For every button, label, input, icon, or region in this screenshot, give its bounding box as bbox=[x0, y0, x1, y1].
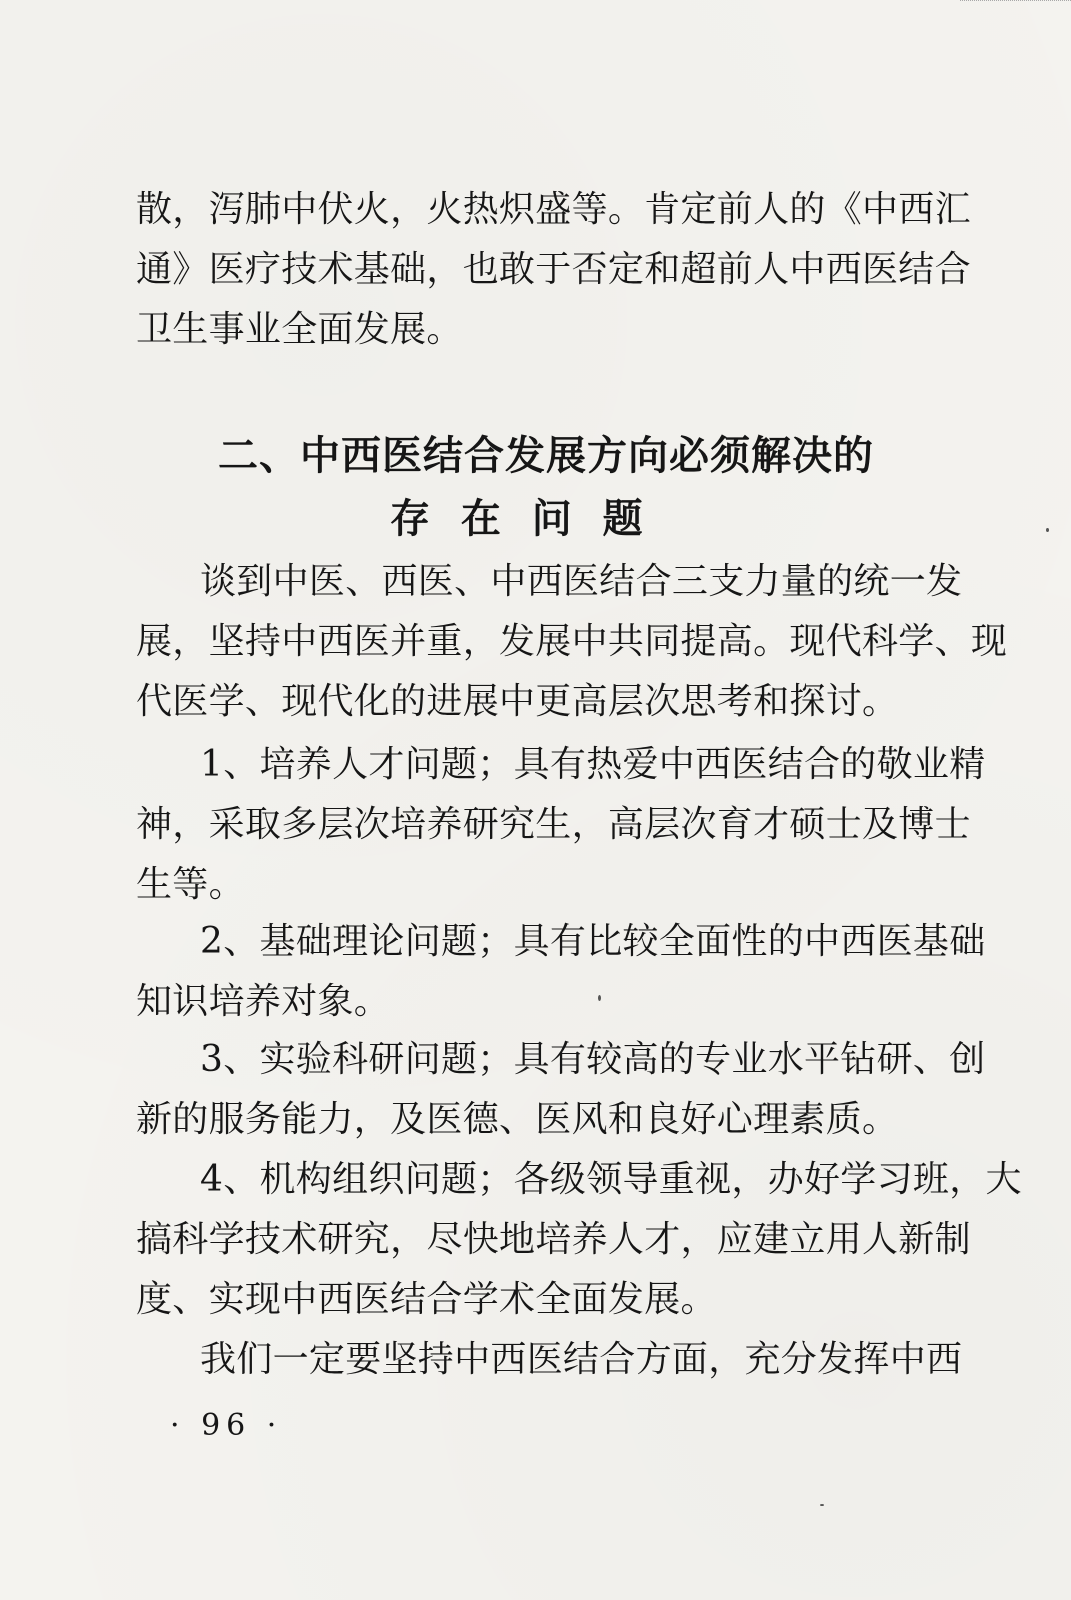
section-heading-line2: 存 在 问 题 bbox=[390, 495, 644, 542]
text-line: 3、实验科研问题；具有较高的专业水平钻研、创 bbox=[200, 1039, 986, 1080]
text-line: 散，泻肺中伏火，火热炽盛等。肯定前人的《中西汇 bbox=[136, 189, 971, 230]
text-line: 4、机构组织问题；各级领导重视，办好学习班，大 bbox=[200, 1159, 1022, 1200]
scan-edge-mark bbox=[960, 0, 1071, 3]
text-line: 生等。 bbox=[136, 864, 245, 905]
text-line: 新的服务能力，及医德、医风和良好心理素质。 bbox=[136, 1099, 899, 1140]
text-line: 展，坚持中西医并重，发展中共同提高。现代科学、现 bbox=[136, 621, 1008, 662]
scan-speck bbox=[1046, 528, 1049, 532]
text-line: 神，采取多层次培养研究生，高层次育才硕士及博士 bbox=[136, 804, 971, 845]
text-line: 知识培养对象。 bbox=[136, 981, 391, 1022]
text-line: 2、基础理论问题；具有比较全面性的中西医基础 bbox=[200, 921, 986, 962]
text-line: 代医学、现代化的进展中更高层次思考和探讨。 bbox=[136, 681, 899, 722]
text-line: 1、培养人才问题；具有热爱中西医结合的敬业精 bbox=[200, 744, 986, 785]
text-line: 卫生事业全面发展。 bbox=[136, 309, 463, 350]
text-line: 我们一定要坚持中西医结合方面，充分发挥中西 bbox=[200, 1339, 963, 1380]
text-line: 搞科学技术研究，尽快地培养人才，应建立用人新制 bbox=[136, 1219, 971, 1260]
text-line: 度、实现中西医结合学术全面发展。 bbox=[136, 1279, 717, 1320]
text-line: 通》医疗技术基础，也敢于否定和超前人中西医结合 bbox=[136, 249, 971, 290]
text-line: 谈到中医、西医、中西医结合三支力量的统一发 bbox=[200, 561, 963, 602]
scan-speck bbox=[820, 1504, 824, 1506]
section-heading-line1: 二、中西医结合发展方向必须解决的 bbox=[218, 432, 874, 479]
scan-speck bbox=[598, 995, 601, 1001]
page-number: · 96 · bbox=[170, 1408, 283, 1443]
